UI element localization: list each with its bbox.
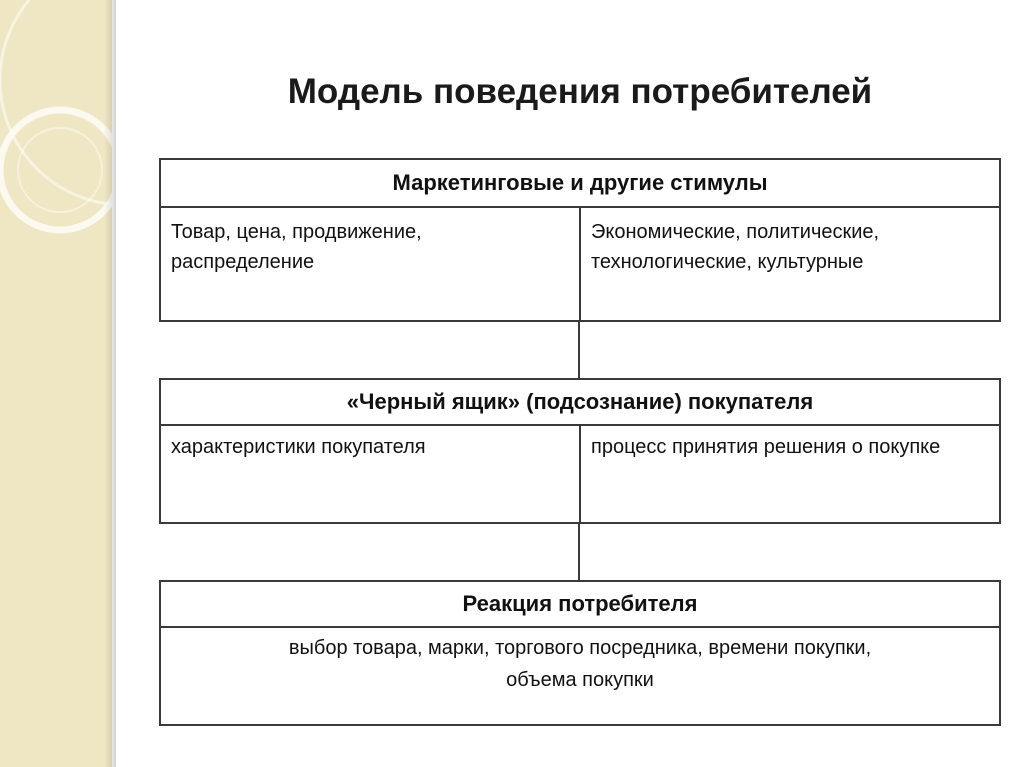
connector-1	[159, 322, 1001, 378]
decorative-sidebar	[0, 0, 112, 767]
stimuli-cells	[161, 208, 999, 320]
reaction-body-line-2: объема покупки	[506, 669, 654, 691]
connector-1-line	[578, 322, 580, 378]
reaction-header: Реакция потребителя	[161, 582, 999, 628]
stimuli-other-cell: Экономические, политические, технологические, культурные	[591, 221, 880, 273]
stimuli-header: Маркетинговые и другие стимулы	[161, 160, 999, 208]
reaction-body-line-1: выбор товара, марки, торгового посредника, времени покупки,	[288, 637, 872, 659]
page-title: Модель поведения потребителей	[287, 72, 873, 111]
black-box-block	[159, 378, 1001, 524]
buyer-characteristics-cell: характеристики покупателя	[161, 426, 581, 522]
sidebar-circles	[0, 0, 112, 767]
reaction-body	[161, 628, 999, 696]
connector-2	[159, 524, 1001, 580]
black-box-header: «Черный ящик» (подсознание) покупателя	[161, 380, 999, 426]
decision-process-cell: процесс принятия решения о покупке	[591, 436, 941, 458]
stimuli-block	[159, 158, 1001, 322]
stimuli-marketing-cell: Товар, цена, продвижение, распределение	[161, 208, 581, 320]
connector-2-line	[578, 524, 580, 580]
reaction-block	[159, 580, 1001, 726]
black-box-cells	[161, 426, 999, 522]
sidebar-shadow	[104, 0, 116, 767]
